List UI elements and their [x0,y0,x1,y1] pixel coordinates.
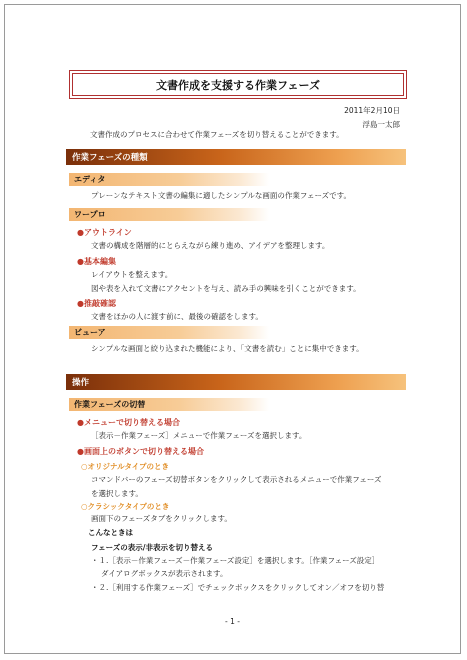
heading-in-such-case: こんなときは [88,528,133,537]
heading-editor: エディタ [69,173,269,186]
title-frame [69,70,407,99]
heading-original-type: ○オリジナルタイプのとき [81,462,169,471]
original-type-body-1: コマンドバーのフェーズ切替ボタンをクリックして表示されるメニューで作業フェーズ [91,475,382,484]
heading-toggle-phase: フェーズの表示/非表示を切り替える [91,543,213,552]
page-number: - 1 - [225,617,240,626]
heading-viewer: ビューア [69,326,269,339]
proofreading-body: 文書をほかの人に渡す前に、最後の確認をします。 [91,312,263,321]
heading-wordpro: ワープロ [69,208,269,221]
heading-phase-switch: 作業フェーズの切替 [69,398,269,411]
basic-edit-body-1: レイアウトを整えます。 [91,270,173,279]
outline-body: 文書の構成を階層的にとらえながら練り進め、アイデアを整理します。 [91,241,330,250]
heading-basic-edit: ●基本編集 [77,257,116,266]
step-2-line-1: ・２.［利用する作業フェーズ］でチェックボックスをクリックしてオン／オフを切り替 [91,583,385,592]
document-page [4,4,461,654]
intro-paragraph: 文書作成のプロセスに合わせて作業フェーズを切り替えることができます。 [90,130,344,139]
heading-classic-type: ○クラシックタイプのとき [81,502,170,511]
heading-outline: ●アウトライン [77,228,132,237]
heading-section-operation: 操作 [66,374,406,390]
step-1-line-2: ダイアログボックスが表示されます。 [101,569,228,578]
classic-type-body: 画面下のフェーズタブをクリックします。 [91,514,232,523]
original-type-body-2: を選択します。 [91,489,143,498]
heading-section-types: 作業フェーズの種類 [66,149,406,165]
step-1-line-1: ・１.［表示－作業フェーズ－作業フェーズ設定］を選択します。［作業フェーズ設定］ [91,556,380,565]
heading-menu-switch: ●メニューで切り替える場合 [77,418,180,427]
basic-edit-body-2: 図や表を入れて文書にアクセントを与え、読み手の興味を引くことができます。 [91,284,361,293]
heading-proofreading: ●推敲確認 [77,299,116,308]
document-author: 浮島一太郎 [362,120,400,129]
document-title: 文書作成を支援する作業フェーズ [72,73,404,96]
viewer-body: シンプルな画面と絞り込まれた機能により、「文書を読む」ことに集中できます。 [91,344,364,353]
editor-body: プレーンなテキスト文書の編集に適したシンプルな画面の作業フェーズです。 [91,191,352,200]
menu-switch-body: ［表示－作業フェーズ］メニューで作業フェーズを選択します。 [91,431,307,440]
heading-button-switch: ●画面上のボタンで切り替える場合 [77,447,204,456]
document-date: 2011年2月10日 [344,106,400,115]
